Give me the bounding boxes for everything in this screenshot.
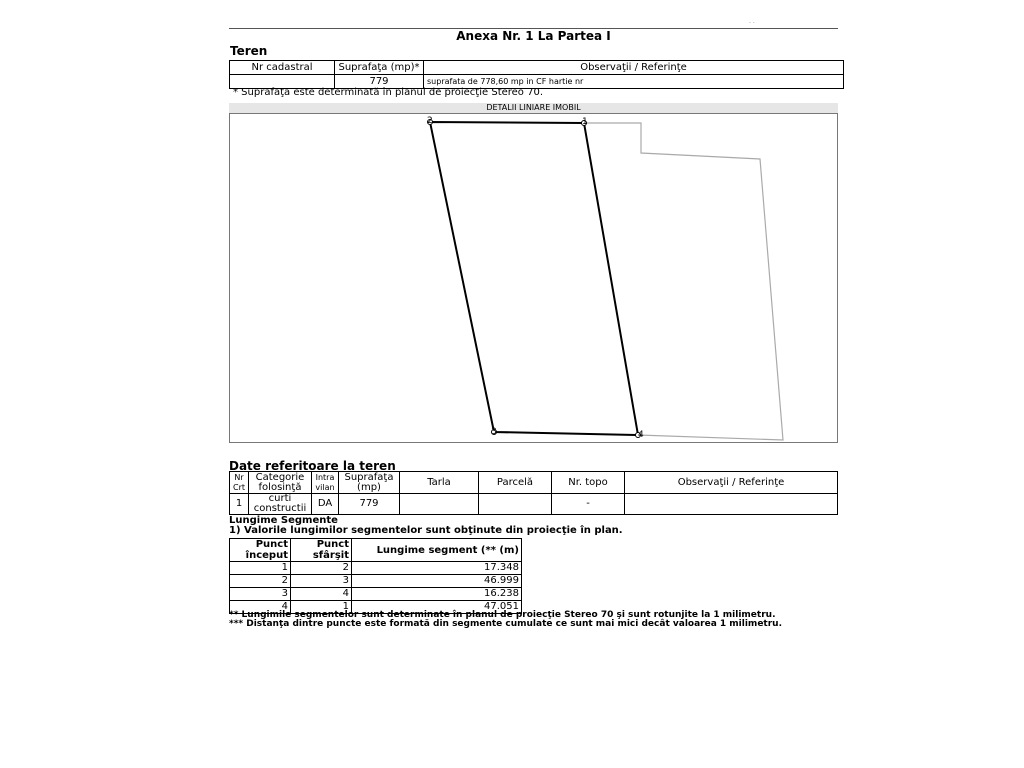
header-nr-topo: Nr. topo: [552, 472, 625, 494]
cell-length: 17.348: [352, 562, 522, 575]
cell-suprafata: 779: [335, 75, 424, 89]
page-title: Anexa Nr. 1 La Partea I: [456, 29, 611, 43]
header-intravilan: Intra vilan: [312, 472, 339, 494]
header-parcela: Parcelă: [479, 472, 552, 494]
point-2-label: 2: [427, 116, 433, 126]
parcel-plan-svg: [230, 114, 839, 444]
header-observatii: Observaţii / Referinţe: [424, 61, 844, 75]
header-suprafata: Suprafaţa (mp)*: [335, 61, 424, 75]
cell-start: 1: [230, 562, 291, 575]
cell-start: 4: [230, 601, 291, 614]
header-punct-sfarsit: Punct sfârşit: [291, 539, 352, 562]
cell-suprafata-mp: 779: [339, 494, 400, 515]
section-teren-heading: Teren: [230, 44, 268, 58]
lungime-table: [229, 538, 522, 614]
cell-start: 2: [230, 575, 291, 588]
neighbor-outline: [584, 123, 783, 440]
point-3-label: 3: [491, 427, 497, 437]
date-teren-row: [230, 494, 838, 515]
cell-length: 16.238: [352, 588, 522, 601]
lungime-heading: Lungime Segmente: [229, 515, 338, 526]
cell-start: 3: [230, 588, 291, 601]
cell-end: 4: [291, 588, 352, 601]
plan-drawing: [229, 113, 838, 443]
cell-parcela: [479, 494, 552, 515]
header-suprafata-mp: Suprafaţa (mp): [339, 472, 400, 494]
teren-table: [229, 60, 844, 89]
parcel-outline: [430, 122, 638, 435]
table-row: [230, 588, 522, 601]
plan-title: DETALII LINIARE IMOBIL: [229, 103, 838, 113]
cell-end: 3: [291, 575, 352, 588]
date-teren-header: [230, 472, 838, 494]
cell-end: 2: [291, 562, 352, 575]
footnote-double-star: ** Lungimile segmentelor sunt determinate în planul de proiecţie Stereo 70 şi sunt rotunjite la 1 milimetru.: [229, 610, 776, 620]
date-teren-heading: Date referitoare la teren: [229, 459, 396, 473]
header-lungime-segment: Lungime segment (** (m): [352, 539, 522, 562]
date-teren-table: [229, 471, 838, 515]
cell-length: 47.051: [352, 601, 522, 614]
header-observatii-referinte: Observaţii / Referinţe: [625, 472, 838, 494]
point-1-label: 1: [582, 117, 588, 127]
cell-end: 1: [291, 601, 352, 614]
stereo-note: * Suprafaţa este determinată în planul de proiecţie Stereo 70.: [233, 87, 544, 98]
cell-observatii-referinte: [625, 494, 838, 515]
header-nr-cadastral: Nr cadastral: [230, 61, 335, 75]
lungime-note: 1) Valorile lungimilor segmentelor sunt obţinute din proiecţie în plan.: [229, 525, 623, 536]
lungime-header: [230, 539, 522, 562]
cell-tarla: [400, 494, 479, 515]
header-tarla: Tarla: [400, 472, 479, 494]
point-4-label: 4: [638, 430, 644, 440]
cell-length: 46.999: [352, 575, 522, 588]
table-row: [230, 575, 522, 588]
header-nr-crt: Nr Crt: [230, 472, 249, 494]
top-mark: · ·: [749, 20, 755, 27]
cell-nr-crt: 1: [230, 494, 249, 515]
header-punct-inceput: Punct început: [230, 539, 291, 562]
footnote-triple-star: *** Distanţa dintre puncte este formată din segmente cumulate ce sunt mai mici decât valoarea 1 milimetru.: [229, 619, 782, 629]
table-row: [230, 562, 522, 575]
cell-observatii: suprafata de 778,60 mp in CF hartie nr: [424, 75, 844, 89]
cell-intravilan: DA: [312, 494, 339, 515]
teren-table-header: [230, 61, 844, 75]
header-categorie: Categorie folosinţă: [249, 472, 312, 494]
cell-categorie: curti constructii: [249, 494, 312, 515]
cell-nr-topo: -: [552, 494, 625, 515]
